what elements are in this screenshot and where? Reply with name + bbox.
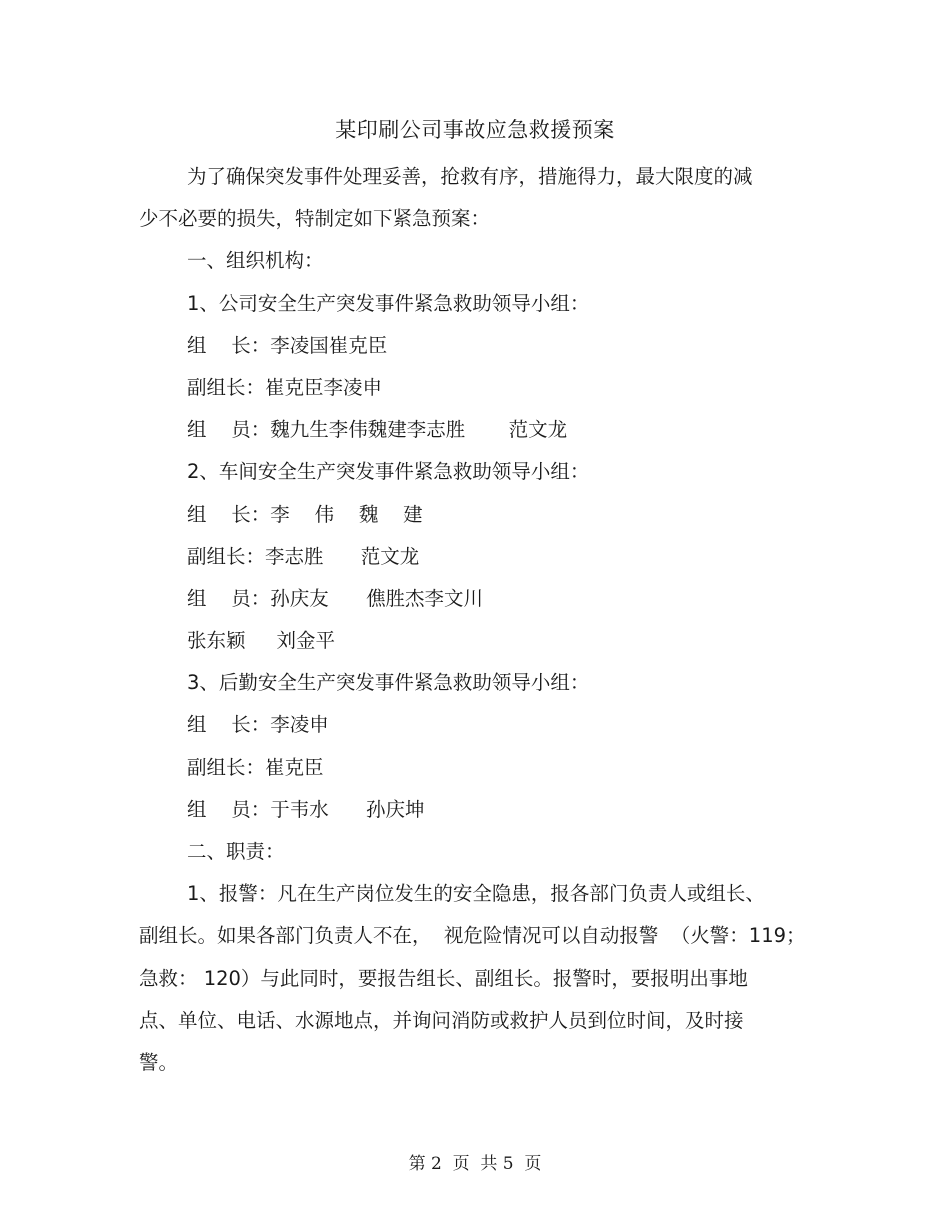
body-line: 组 员：魏九生李伟魏建李志胜 范文龙 [187,418,568,442]
body-line: 组 员：于韦水 孙庆坤 [187,797,425,821]
body-line: 副组长：崔克臣李凌申 [187,375,383,399]
body-line: 为了确保突发事件处理妥善，抢救有序，措施得力，最大限度的减 [187,165,753,188]
page-number-footer: 第 2 页 共 5 页 [408,1154,542,1174]
document-body [139,162,819,1090]
body-line: 组 员：孙庆友 僬胜杰李文川 [187,586,483,610]
body-line: 2、车间安全生产突发事件紧急救助领导小组： [187,460,590,484]
body-line: 组 长：李 伟 魏 建 [187,502,423,526]
body-line: 副组长。如果各部门负责人不在， 视危险情况可以自动报警 （火警：119； [139,924,806,948]
body-line: 警。 [139,1050,179,1074]
body-line: 一、组织机构： [187,249,324,273]
body-line: 1、公司安全生产突发事件紧急救助领导小组： [187,291,590,315]
body-line: 二、职责： [187,840,285,863]
body-line: 张东颖 刘金平 [187,629,335,653]
body-line: 副组长：李志胜 范文龙 [187,544,420,568]
body-line: 点、单位、电话、水源地点，并询问消防或救护人员到位时间，及时接 [139,1008,744,1032]
body-line: 1、报警：凡在生产岗位发生的安全隐患，报各部门负责人或组长、 [187,882,765,906]
body-line: 3、后勤安全生产突发事件紧急救助领导小组： [187,671,590,695]
body-line: 组 长：李凌国崔克臣 [187,333,388,357]
body-line: 急救： 120）与此同时，要报告组长、副组长。报警时，要报明出事地 [139,966,748,990]
body-line: 副组长：崔克臣 [187,755,324,779]
body-line: 组 长：李凌申 [187,713,329,737]
document-title: 某印刷公司事故应急救援预案 [335,118,615,142]
body-line: 少不必要的损失，特制定如下紧急预案： [139,207,491,231]
